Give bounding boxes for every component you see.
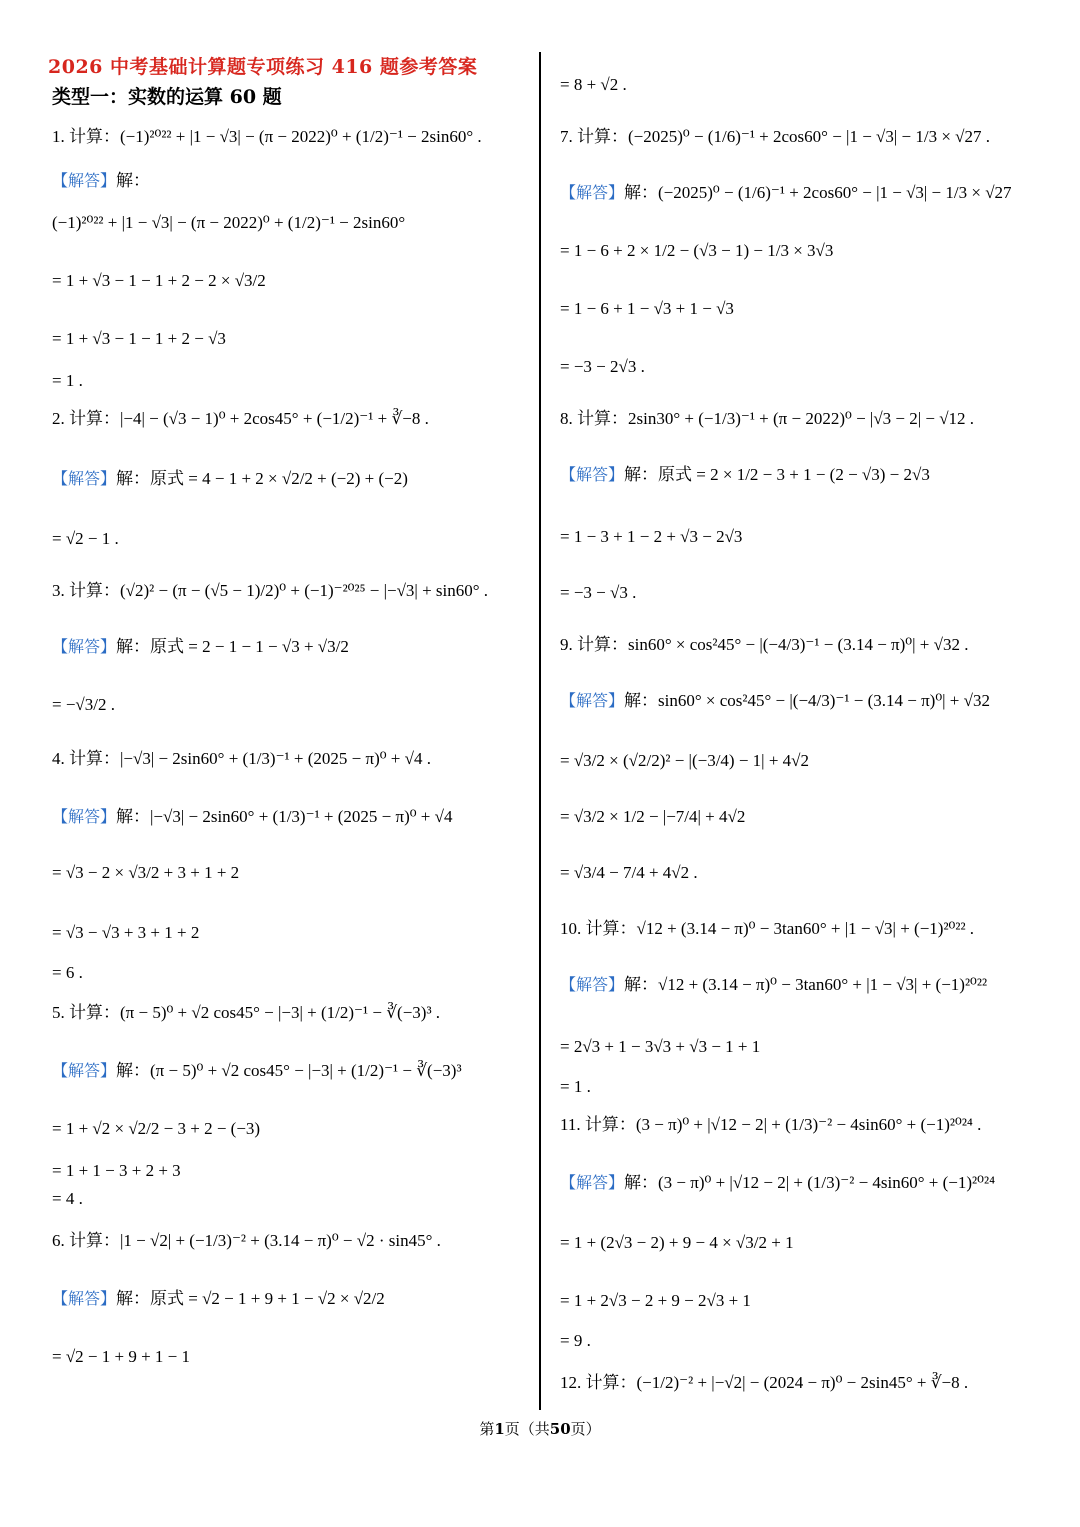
problem-line: 7. 计算：(−2025)⁰ − (1/6)⁻¹ + 2cos60° − |1 − √3| − 1/3 × √27 . [560, 127, 991, 146]
solution-line: 【解答】解：原式 = 2 × 1/2 − 3 + 1 − (2 − √3) − 2√3 [560, 465, 930, 484]
solution-line: = 4 . [52, 1189, 83, 1208]
solution-line: = 1 + 1 − 3 + 2 + 3 [52, 1161, 181, 1180]
answer-tag: 【解答】 [560, 691, 625, 710]
problem-line: 3. 计算：(√2)² − (π − (√5 − 1)/2)⁰ + (−1)⁻²⁰²⁵ − |−√3| + sin60° . [52, 581, 489, 600]
solution-line: = 1 − 6 + 1 − √3 + 1 − √3 [560, 299, 734, 318]
solution-line: = √3/4 − 7/4 + 4√2 . [560, 863, 698, 882]
problem-line: 10. 计算：√12 + (3.14 − π)⁰ − 3tan60° + |1 − √3| + (−1)²⁰²² . [560, 919, 975, 938]
answer-tag: 【解答】 [52, 637, 117, 656]
solution-line: (−1)²⁰²² + |1 − √3| − (π − 2022)⁰ + (1/2)⁻¹ − 2sin60° [52, 213, 406, 232]
solution-line: = 1 . [52, 371, 83, 390]
solution-line: 【解答】解：√12 + (3.14 − π)⁰ − 3tan60° + |1 − √3| + (−1)²⁰²² [560, 975, 988, 994]
solution-line: = √2 − 1 . [52, 529, 119, 548]
column-divider [539, 52, 541, 1410]
problem-line: 4. 计算：|−√3| − 2sin60° + (1/3)⁻¹ + (2025 − π)⁰ + √4 . [52, 749, 431, 768]
solution-line: 【解答】解： [52, 171, 151, 190]
solution-line: 【解答】解：原式 = 2 − 1 − 1 − √3 + √3/2 [52, 637, 349, 656]
solution-line: = −3 − 2√3 . [560, 357, 645, 376]
problem-line: 5. 计算：(π − 5)⁰ + √2 cos45° − |−3| + (1/2)⁻¹ − ∛(−3)³ . [52, 1003, 441, 1022]
page-total: 50 [549, 1420, 571, 1438]
solution-line: 【解答】解：(−2025)⁰ − (1/6)⁻¹ + 2cos60° − |1 − √3| − 1/3 × √27 [560, 183, 1012, 202]
answer-tag: 【解答】 [560, 465, 625, 484]
solution-line: = 1 . [560, 1077, 591, 1096]
solution-line: = 1 + √3 − 1 − 1 + 2 − √3 [52, 329, 226, 348]
solution-line: = 1 + √3 − 1 − 1 + 2 − 2 × √3/2 [52, 271, 266, 290]
answer-tag: 【解答】 [52, 1061, 117, 1080]
page-footer: 第1页（共50页） [479, 1420, 601, 1438]
solution-line: 【解答】解：原式 = 4 − 1 + 2 × √2/2 + (−2) + (−2) [52, 469, 408, 488]
solution-line: = 1 − 6 + 2 × 1/2 − (√3 − 1) − 1/3 × 3√3 [560, 241, 834, 260]
answer-tag: 【解答】 [52, 807, 117, 826]
answer-tag: 【解答】 [52, 171, 117, 190]
problem-line: 1. 计算：(−1)²⁰²² + |1 − √3| − (π − 2022)⁰ + (1/2)⁻¹ − 2sin60° . [52, 127, 482, 146]
problem-line: 8. 计算：2sin30° + (−1/3)⁻¹ + (π − 2022)⁰ − |√3 − 2| − √12 . [560, 409, 975, 428]
answer-tag: 【解答】 [560, 183, 625, 202]
solution-line: 【解答】解：sin60° × cos²45° − |(−4/3)⁻¹ − (3.14 − π)⁰| + √32 [560, 691, 990, 710]
problem-line: 11. 计算：(3 − π)⁰ + |√12 − 2| + (1/3)⁻² − 4sin60° + (−1)²⁰²⁴ . [560, 1115, 982, 1134]
solution-line: = √3/2 × 1/2 − |−7/4| + 4√2 [560, 807, 746, 826]
solution-line: 【解答】解：(π − 5)⁰ + √2 cos45° − |−3| + (1/2)⁻¹ − ∛(−3)³ [52, 1061, 462, 1080]
page-number: 1 [494, 1420, 505, 1438]
solution-line: 【解答】解：|−√3| − 2sin60° + (1/3)⁻¹ + (2025 − π)⁰ + √4 [52, 807, 453, 826]
solution-line: = 9 . [560, 1331, 591, 1350]
problem-line: 6. 计算：|1 − √2| + (−1/3)⁻² + (3.14 − π)⁰ − √2 · sin45° . [52, 1231, 441, 1250]
problem-line: 9. 计算：sin60° × cos²45° − |(−4/3)⁻¹ − (3.14 − π)⁰| + √32 . [560, 635, 969, 654]
solution-line: = −√3/2 . [52, 695, 115, 714]
solution-line: 【解答】解：原式 = √2 − 1 + 9 + 1 − √2 × √2/2 [52, 1289, 385, 1308]
answer-tag: 【解答】 [560, 975, 625, 994]
solution-line: = 2√3 + 1 − 3√3 + √3 − 1 + 1 [560, 1037, 761, 1056]
solution-line: = 8 + √2 . [560, 75, 627, 94]
answer-tag: 【解答】 [560, 1173, 625, 1192]
solution-line: = −3 − √3 . [560, 583, 637, 602]
solution-line: = 1 + (2√3 − 2) + 9 − 4 × √3/2 + 1 [560, 1233, 794, 1252]
answer-tag: 【解答】 [52, 1289, 117, 1308]
solution-line: 【解答】解：(3 − π)⁰ + |√12 − 2| + (1/3)⁻² − 4sin60° + (−1)²⁰²⁴ [560, 1173, 995, 1192]
solution-line: = 6 . [52, 963, 83, 982]
problem-line: 12. 计算：(−1/2)⁻² + |−√2| − (2024 − π)⁰ − 2sin45° + ∛−8 . [560, 1373, 969, 1392]
document-title: 2026 中考基础计算题专项练习 416 题参考答案 [48, 56, 478, 78]
solution-line: = √3 − 2 × √3/2 + 3 + 1 + 2 [52, 863, 240, 882]
solution-line: = 1 − 3 + 1 − 2 + √3 − 2√3 [560, 527, 743, 546]
solution-line: = √3 − √3 + 3 + 1 + 2 [52, 923, 200, 942]
problem-line: 2. 计算：|−4| − (√3 − 1)⁰ + 2cos45° + (−1/2)⁻¹ + ∛−8 . [52, 409, 429, 428]
solution-line: = √3/2 × (√2/2)² − |(−3/4) − 1| + 4√2 [560, 751, 809, 770]
solution-line: = 1 + √2 × √2/2 − 3 + 2 − (−3) [52, 1119, 261, 1138]
section-heading: 类型一：实数的运算 60 题 [52, 86, 282, 108]
solution-line: = √2 − 1 + 9 + 1 − 1 [52, 1347, 191, 1366]
solution-line: = 1 + 2√3 − 2 + 9 − 2√3 + 1 [560, 1291, 751, 1310]
answer-tag: 【解答】 [52, 469, 117, 488]
